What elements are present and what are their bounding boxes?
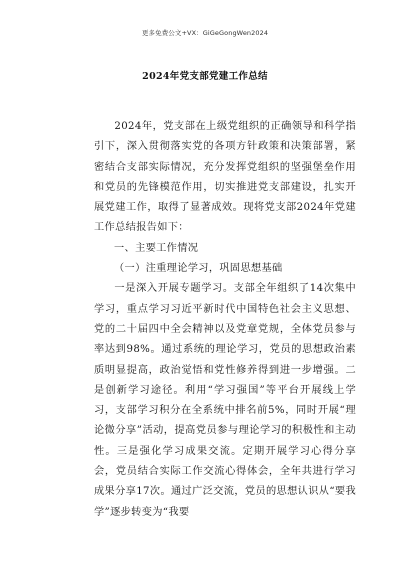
body-paragraph: 一是深入开展专题学习。支部全年组织了14次集中学习，重点学习习近平新时代中国特色社会主义思想、党的二十届四中全会精神以及党章党规，全体党员参与率达到98%。通过系统的理论学习，党员的思想政治素质明显提高，政治觉悟和党性修养得到进一步增强。二是创新学习途径。利用“学习强国”等平台开展线上学习，支部学习积分在全系统中排名前5%，同时开展“理论微分享”活动，提高党员参与理论学习的积极性和主动性。三是强化学习成果交流。定期开展学习心得分享会，党员结合实际工作交流心得体会，全年共进行学习成果分享17次。通过广泛交流，党员的思想认识从“要我学”逐步转变为“我要: [94, 283, 356, 518]
document-title: 2024年党支部党建工作总结: [142, 71, 268, 82]
section-heading: 一、主要工作情况: [114, 242, 199, 254]
header-note: 更多免费公文+VX：GiGeGongWen2024: [141, 29, 269, 37]
subsection-heading: （一）注重理论学习，巩固思想基础: [114, 263, 283, 275]
document-body: [94, 117, 356, 523]
intro-paragraph: 2024年，党支部在上级党组织的正确领导和科学指引下，深入贯彻落实党的各项方针政策和决策部署，紧密结合支部实际情况，充分发挥党组织的坚强堡垒作用和党员的先锋模范作用，切实推进党支部建设，扎实开展党建工作，取得了显著成效。现将党支部2024年党建工作总结报告如下：: [94, 121, 356, 234]
